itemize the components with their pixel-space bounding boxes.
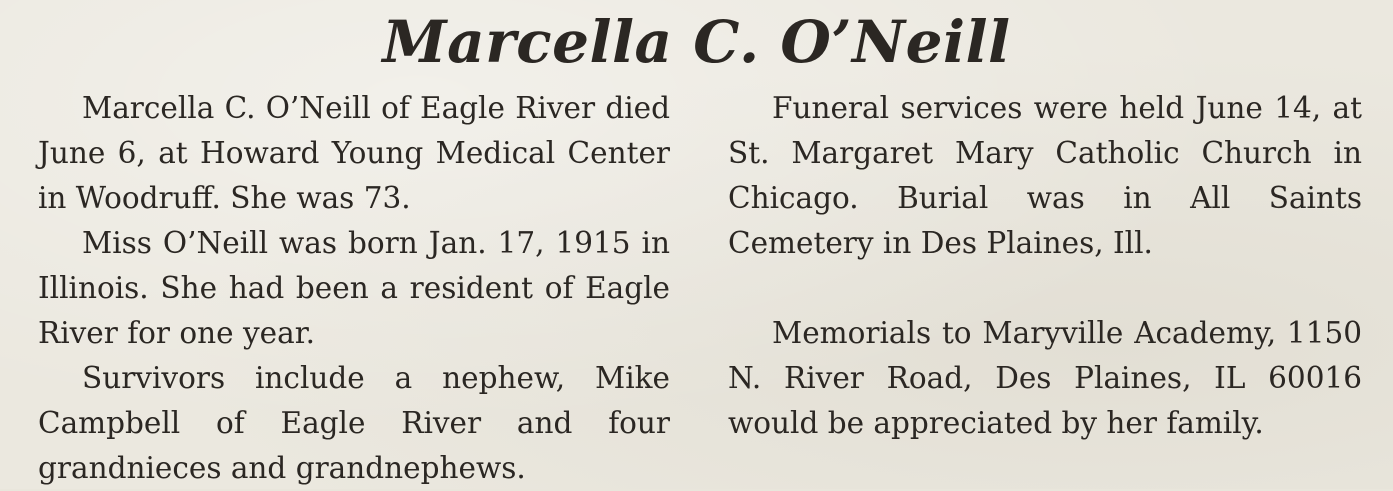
paragraph-birth-residence: Miss O’Neill was born Jan. 17, 1915 in Illinois. She had been a resident of Eagle River for one year.	[38, 226, 670, 350]
obituary-title: Marcella C. O’Neill	[382, 8, 1011, 76]
paragraph-memorials: Memorials to Maryville Academy, 1150 N. River Road, Des Plaines, IL 60016 would be appreciated by her family.	[728, 316, 1362, 440]
right-column	[728, 86, 1362, 446]
paragraph-funeral-services: Funeral services were held June 14, at St. Margaret Mary Catholic Church in Chicago. Burial was in All Saints Cemetery in Des Plaines, Ill.	[728, 91, 1362, 260]
left-column	[38, 86, 670, 491]
paragraph-death-notice: Marcella C. O’Neill of Eagle River died June 6, at Howard Young Medical Center in Woodruff. She was 73.	[38, 91, 670, 215]
paragraph-survivors: Survivors include a nephew, Mike Campbell of Eagle River and four grandnieces and grandnephews.	[38, 361, 670, 485]
